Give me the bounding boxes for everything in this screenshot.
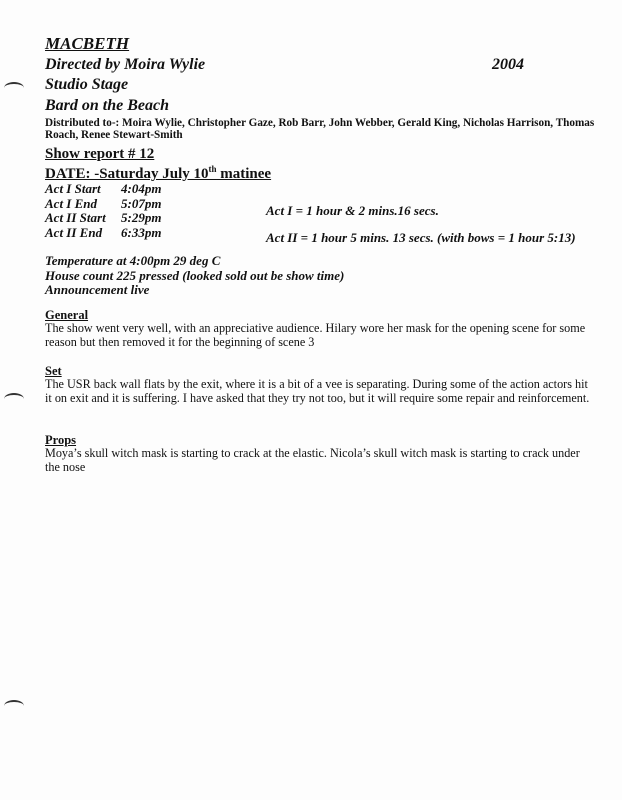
punch-hole-mark xyxy=(4,393,24,405)
props-body: Moya’s skull witch mask is starting to crack at the elastic. Nicola’s skull witch mask is starting to crack under the nose xyxy=(45,446,580,474)
date-suffix: matinee xyxy=(216,166,272,182)
punch-hole-mark xyxy=(4,82,24,94)
act1-duration: Act I = 1 hour & 2 mins.16 secs. xyxy=(266,203,439,218)
act-times xyxy=(45,182,161,240)
act-time-row xyxy=(45,182,161,197)
director-line: Directed by Moira Wylie xyxy=(45,56,206,73)
distribution-line-1: Distributed to-: Moira Wylie, Christopher Gaze, Rob Barr, John Webber, Gerald King, Nicholas Harrison, Thomas xyxy=(45,117,595,129)
distribution-line-2: Roach, Renee Stewart-Smith xyxy=(45,129,183,141)
date-prefix: DATE: -Saturday July 10 xyxy=(45,166,209,182)
act-time-label: Act I End xyxy=(45,195,98,211)
show-report-number: Show report # 12 xyxy=(45,146,155,162)
company-line: Bard on the Beach xyxy=(45,97,170,114)
show-conditions xyxy=(45,254,344,298)
year: 2004 xyxy=(492,56,524,73)
distribution-list xyxy=(45,117,594,141)
act-time-row xyxy=(45,197,161,212)
act-time-label: Act II End xyxy=(45,224,103,240)
act-time-value: 4:04pm xyxy=(121,181,162,196)
act-time-label: Act I Start xyxy=(45,181,101,196)
general-body: The show went very well, with an appreciative audience. Hilary wore her mask for the opening scene for some reason but then removed it for the beginning of scene 3 xyxy=(45,321,586,349)
general-heading: General xyxy=(45,308,89,322)
date-ordinal: th xyxy=(208,164,217,174)
punch-hole-mark xyxy=(4,700,24,712)
announcement-line: Announcement live xyxy=(45,282,150,297)
act2-duration: Act II = 1 hour 5 mins. 13 secs. (with bows = 1 hour 5:13) xyxy=(266,230,576,245)
props-heading: Props xyxy=(45,433,77,447)
act-time-label: Act II Start xyxy=(45,210,106,225)
document-title: MACBETH xyxy=(45,34,130,53)
act-time-value: 5:07pm xyxy=(121,195,162,211)
act-time-row xyxy=(45,226,161,241)
temperature-line: Temperature at 4:00pm 29 deg C xyxy=(45,253,221,268)
set-heading: Set xyxy=(45,364,62,378)
set-body: The USR back wall flats by the exit, where it is a bit of a vee is separating. During some of the action actors hit it on exit and it is suffering. I have asked that they try not too, but it will require some repair and reinforcement. xyxy=(45,377,590,405)
venue-line: Studio Stage xyxy=(45,76,129,93)
house-count-line: House count 225 pressed (looked sold out be show time) xyxy=(45,267,345,283)
act-time-row xyxy=(45,211,161,226)
act-time-value: 5:29pm xyxy=(121,210,162,225)
act-time-value: 6:33pm xyxy=(121,224,162,240)
